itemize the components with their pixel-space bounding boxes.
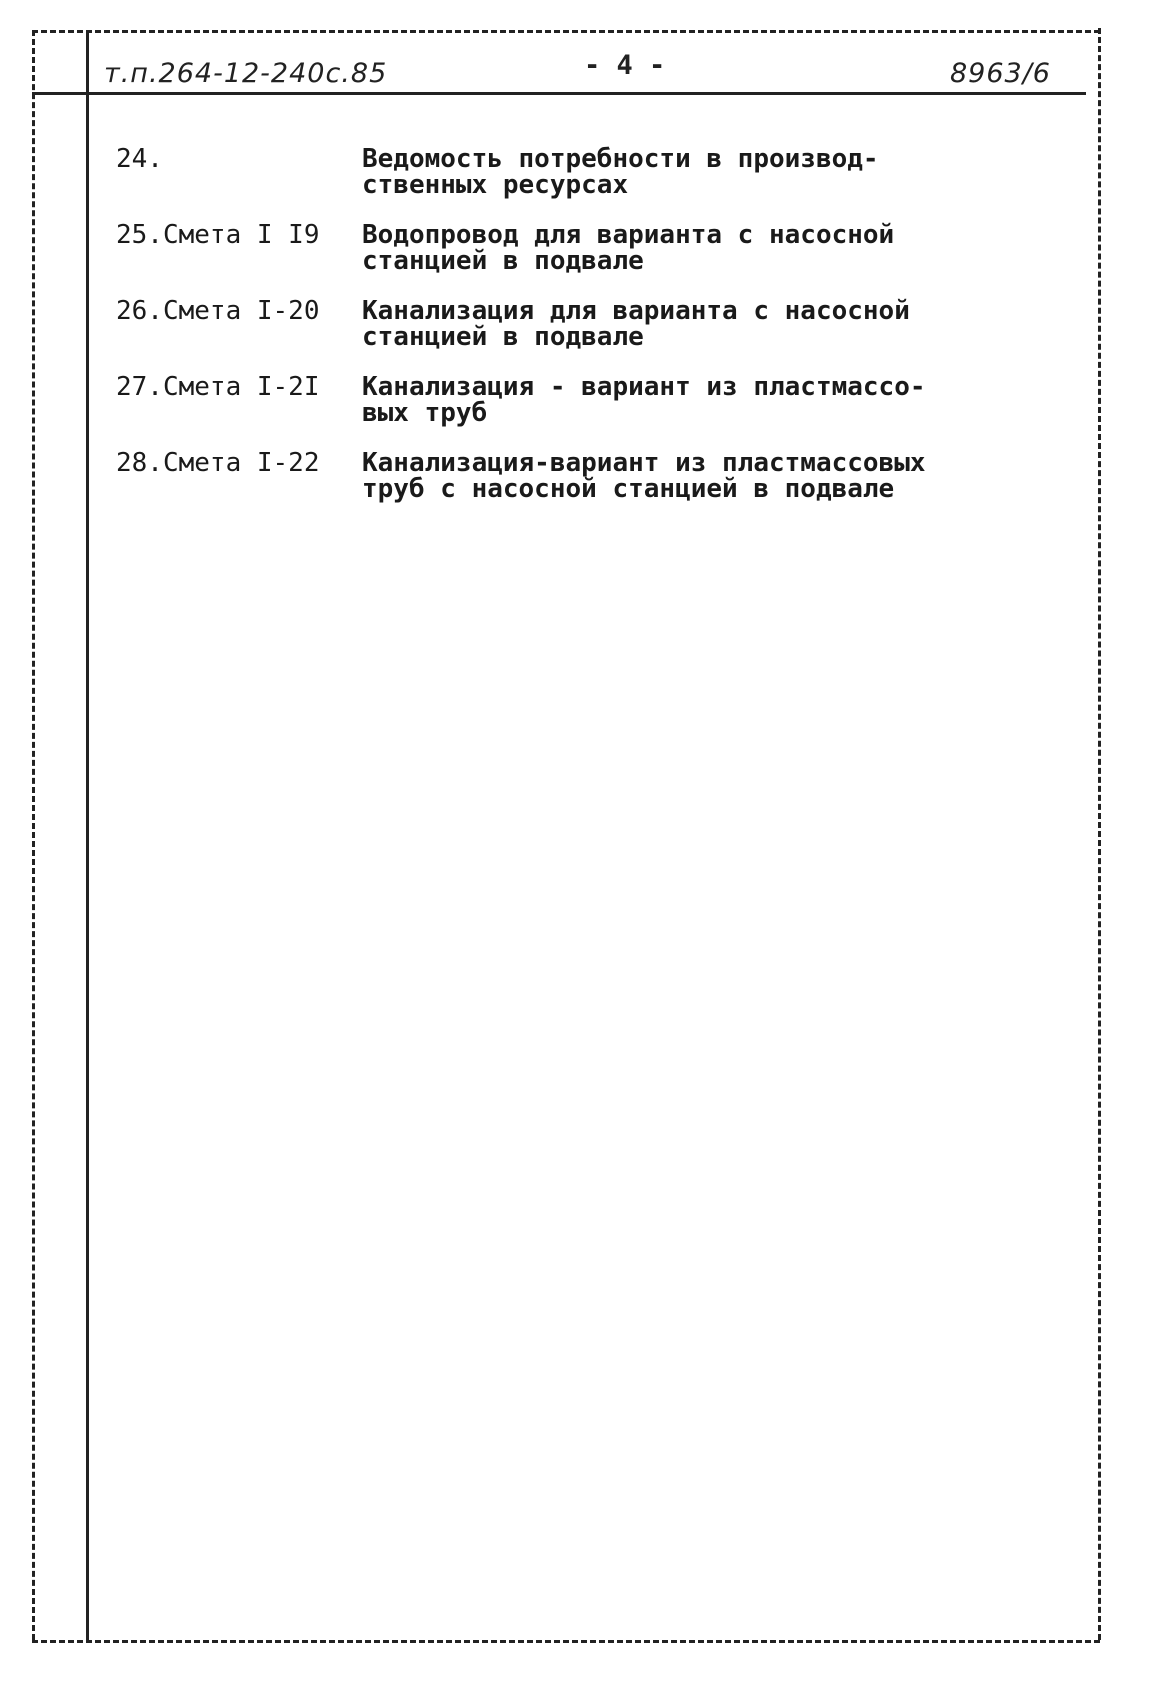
header-rule bbox=[32, 92, 1086, 95]
frame-bottom-border bbox=[32, 1640, 1100, 1643]
item-description-line: Ведомость потребности в производ- bbox=[362, 144, 879, 174]
item-description-line: Канализация для варианта с насосной bbox=[362, 296, 910, 326]
page-number: - 4 - bbox=[584, 50, 666, 81]
list-item bbox=[116, 450, 1076, 526]
item-description-line: станцией в подвале bbox=[362, 246, 644, 276]
list-item bbox=[116, 146, 1076, 222]
item-number: 27.Смета I-2I bbox=[116, 372, 320, 402]
item-description-line: Водопровод для варианта с насосной bbox=[362, 220, 895, 250]
binding-margin-line bbox=[86, 30, 89, 1642]
inventory-number: 8963/6 bbox=[950, 58, 1051, 89]
item-number: 28.Смета I-22 bbox=[116, 448, 320, 478]
item-description bbox=[362, 450, 962, 502]
item-number: 25.Смета I I9 bbox=[116, 220, 320, 250]
item-description-line: труб с насосной станцией в подвале bbox=[362, 474, 895, 504]
item-description-line: вых труб bbox=[362, 398, 488, 428]
item-description bbox=[362, 146, 962, 198]
item-description bbox=[362, 374, 962, 426]
item-description-line: ственных ресурсах bbox=[362, 170, 629, 200]
contents-list bbox=[116, 146, 1076, 526]
document-code: т.п.264-12-240с.85 bbox=[104, 58, 388, 89]
frame-right-border bbox=[1098, 28, 1101, 1640]
item-description-line: Канализация - вариант из пластмассо- bbox=[362, 372, 926, 402]
list-item bbox=[116, 298, 1076, 374]
item-number: 24. bbox=[116, 144, 163, 174]
item-description bbox=[362, 222, 962, 274]
item-number: 26.Смета I-20 bbox=[116, 296, 320, 326]
item-description bbox=[362, 298, 962, 350]
item-description-line: Канализация-вариант из пластмассовых bbox=[362, 448, 926, 478]
list-item bbox=[116, 374, 1076, 450]
list-item bbox=[116, 222, 1076, 298]
frame-left-border bbox=[32, 30, 35, 1640]
item-description-line: станцией в подвале bbox=[362, 322, 644, 352]
frame-top-border bbox=[32, 30, 1100, 33]
